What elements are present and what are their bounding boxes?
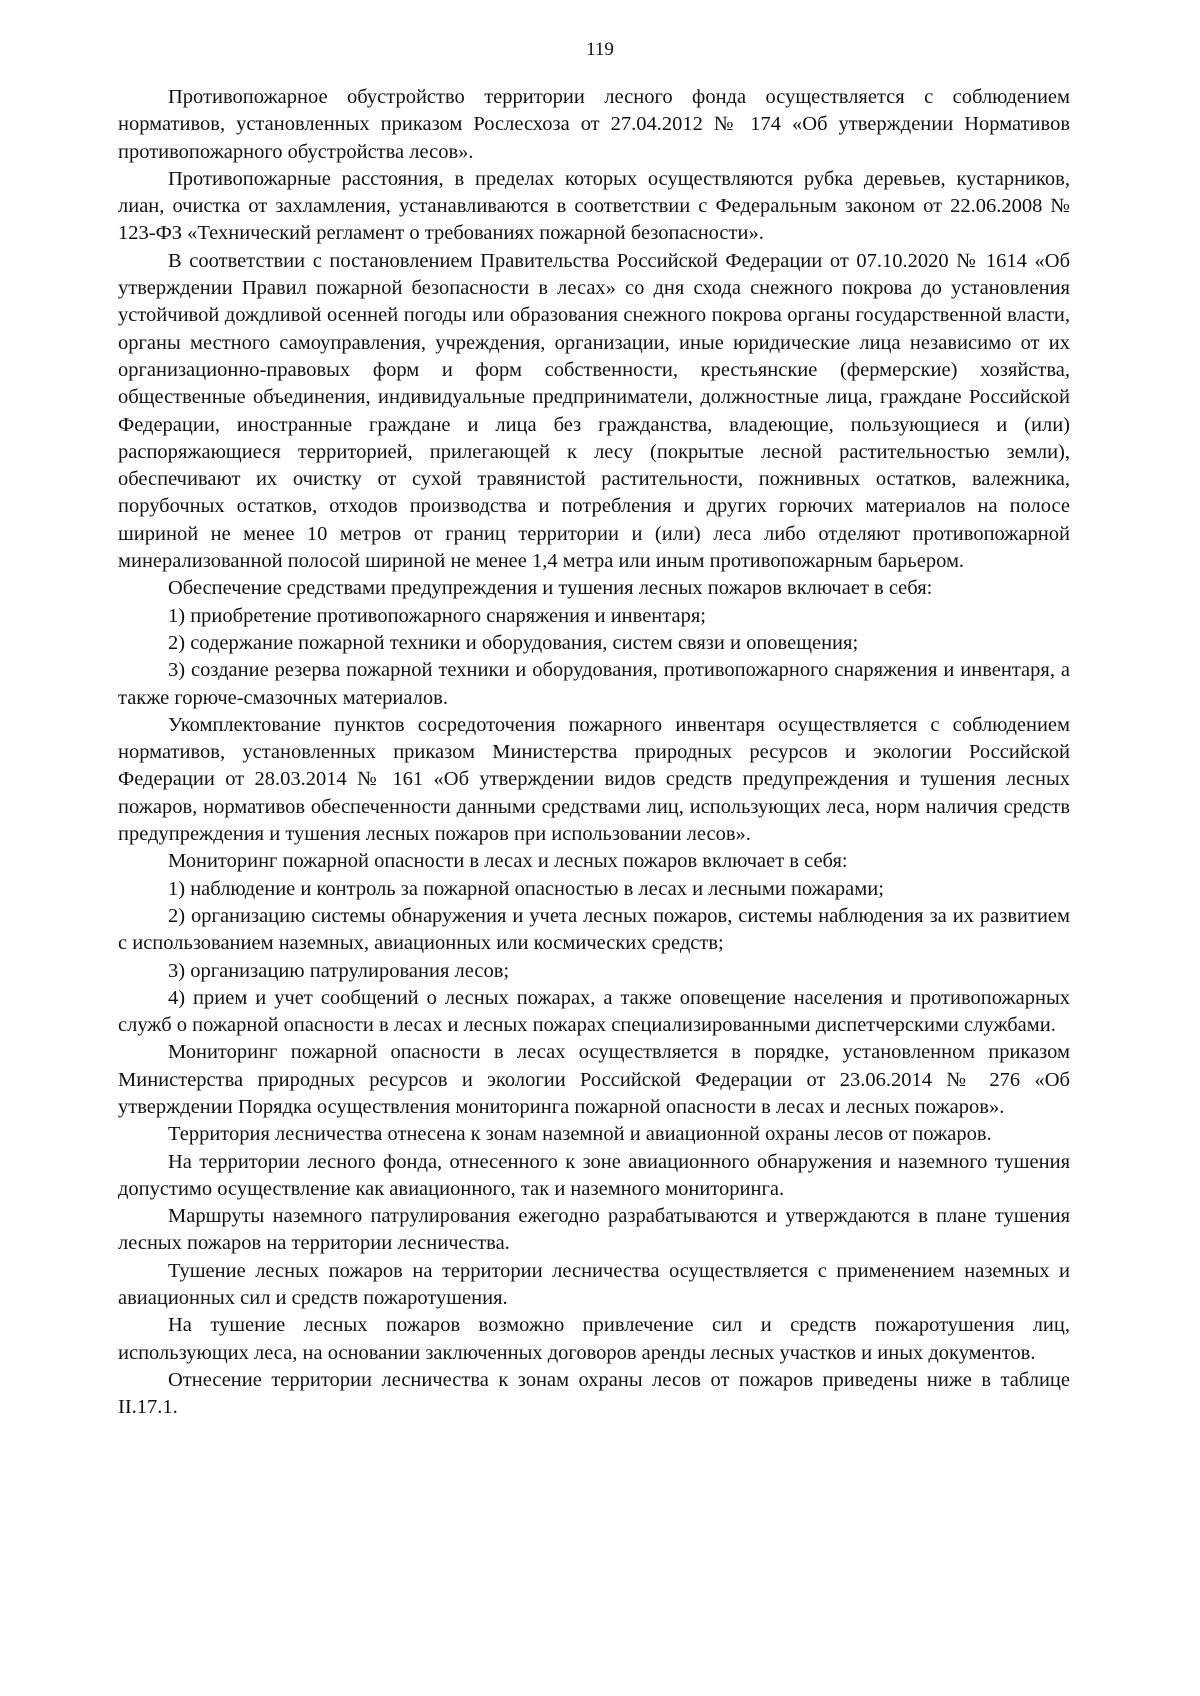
paragraph: На территории лесного фонда, отнесенного к зоне авиационного обнаружения и наземного тушения допустимо осуществление как авиационного, так и наземного мониторинга. xyxy=(118,1150,1070,1200)
paragraph: Противопожарные расстояния, в пределах которых осуществляются рубка деревьев, кустарников, лиан, очистка от захламления, устанавливаются в соответствии с Федеральным законом от 22.06.2008 № 123-ФЗ «Технический регламент о требованиях пожарной безопасности». xyxy=(118,167,1070,245)
paragraph: Мониторинг пожарной опасности в лесах осуществляется в порядке, установленном приказом Министерства природных ресурсов и экологии Российской Федерации от 23.06.2014 № 276 «Об утверждении Порядка осуществления мониторинга пожарной опасности в лесах и лесных пожаров». xyxy=(118,1041,1070,1118)
paragraph: Мониторинг пожарной опасности в лесах и лесных пожаров включает в себя: xyxy=(168,850,848,873)
paragraph: Территория лесничества отнесена к зонам наземной и авиационной охраны лесов от пожаров. xyxy=(168,1123,992,1146)
list-item: 3) организацию патрулирования лесов; xyxy=(168,959,510,982)
document-body xyxy=(118,84,1070,1422)
list-item: 4) прием и учет сообщений о лесных пожарах, а также оповещение населения и противопожарных служб о пожарной опасности в лесах и лесных пожарах специализированными диспетчерскими службами. xyxy=(118,986,1070,1037)
paragraph: Маршруты наземного патрулирования ежегодно разрабатываются и утверждаются в плане тушения лесных пожаров на территории лесничества. xyxy=(118,1205,1070,1255)
paragraph: Обеспечение средствами предупреждения и тушения лесных пожаров включает в себя: xyxy=(168,577,933,600)
list-item: 1) приобретение противопожарного снаряжения и инвентаря; xyxy=(168,604,706,627)
list-item: 2) организацию системы обнаружения и учета лесных пожаров, системы наблюдения за их развитием с использованием наземных, авиационных или космических средств; xyxy=(118,904,1070,955)
paragraph: В соответствии с постановлением Правительства Российской Федерации от 07.10.2020 № 1614 «Об утверждении Правил пожарной безопасности в лесах» со дня схода снежного покрова до установления устойчивой дождливой осенней погоды или образования снежного покрова органы государственной власти, органы местного самоуправления, учреждения, организации, иные юридические лица независимо от их организационно-правовых форм и форм собственности, крестьянские (фермерские) хозяйства, общественные объединения, индивидуальные предприниматели, должностные лица, граждане Российской Федерации, иностранные граждане и лица без гражданства, владеющие, пользующиеся и (или) распоряжающиеся территорией, прилегающей к лесу (покрытые лесной растительностью земли), обеспечивают их очистку от сухой травянистой растительности, пожнивных остатков, валежника, порубочных остатков, отходов производства и потребления и других горючих материалов на полосе шириной не менее 10 метров от границ территории и (или) леса либо отделяют противопожарной минерализованной полосой шириной не менее 1,4 метра или иным противопожарным барьером. xyxy=(118,249,1070,573)
list-item: 3) создание резерва пожарной техники и оборудования, противопожарного снаряжения и инвентаря, а также горюче-смазочных материалов. xyxy=(118,659,1070,709)
list-item: 1) наблюдение и контроль за пожарной опасностью в лесах и лесными пожарами; xyxy=(168,877,884,900)
paragraph: На тушение лесных пожаров возможно привлечение сил и средств пожаротушения лиц, использующих леса, на основании заключенных договоров аренды лесных участков и иных документов. xyxy=(118,1314,1070,1364)
paragraph: Укомплектование пунктов сосредоточения пожарного инвентаря осуществляется с соблюдением нормативов, установленных приказом Министерства природных ресурсов и экологии Российской Федерации от 28.03.2014 № 161 «Об утверждении видов средств предупреждения и тушения лесных пожаров, нормативов обеспеченности данными средствами лиц, использующих леса, норм наличия средств предупреждения и тушения лесных пожаров при использовании лесов». xyxy=(118,713,1070,846)
paragraph: Противопожарное обустройство территории лесного фонда осуществляется с соблюдением нормативов, установленных приказом Рослесхоза от 27.04.2012 № 174 «Об утверждении Нормативов противопожарного обустройства лесов». xyxy=(118,86,1070,163)
list-item: 2) содержание пожарной техники и оборудования, систем связи и оповещения; xyxy=(168,631,859,654)
table-reference-paragraph: Отнесение территории лесничества к зонам охраны лесов от пожаров приведены ниже в таблице II.17.1. xyxy=(118,1368,1070,1419)
paragraph: Тушение лесных пожаров на территории лесничества осуществляется с применением наземных и авиационных сил и средств пожаротушения. xyxy=(118,1259,1070,1310)
page-number: 119 xyxy=(586,39,614,60)
